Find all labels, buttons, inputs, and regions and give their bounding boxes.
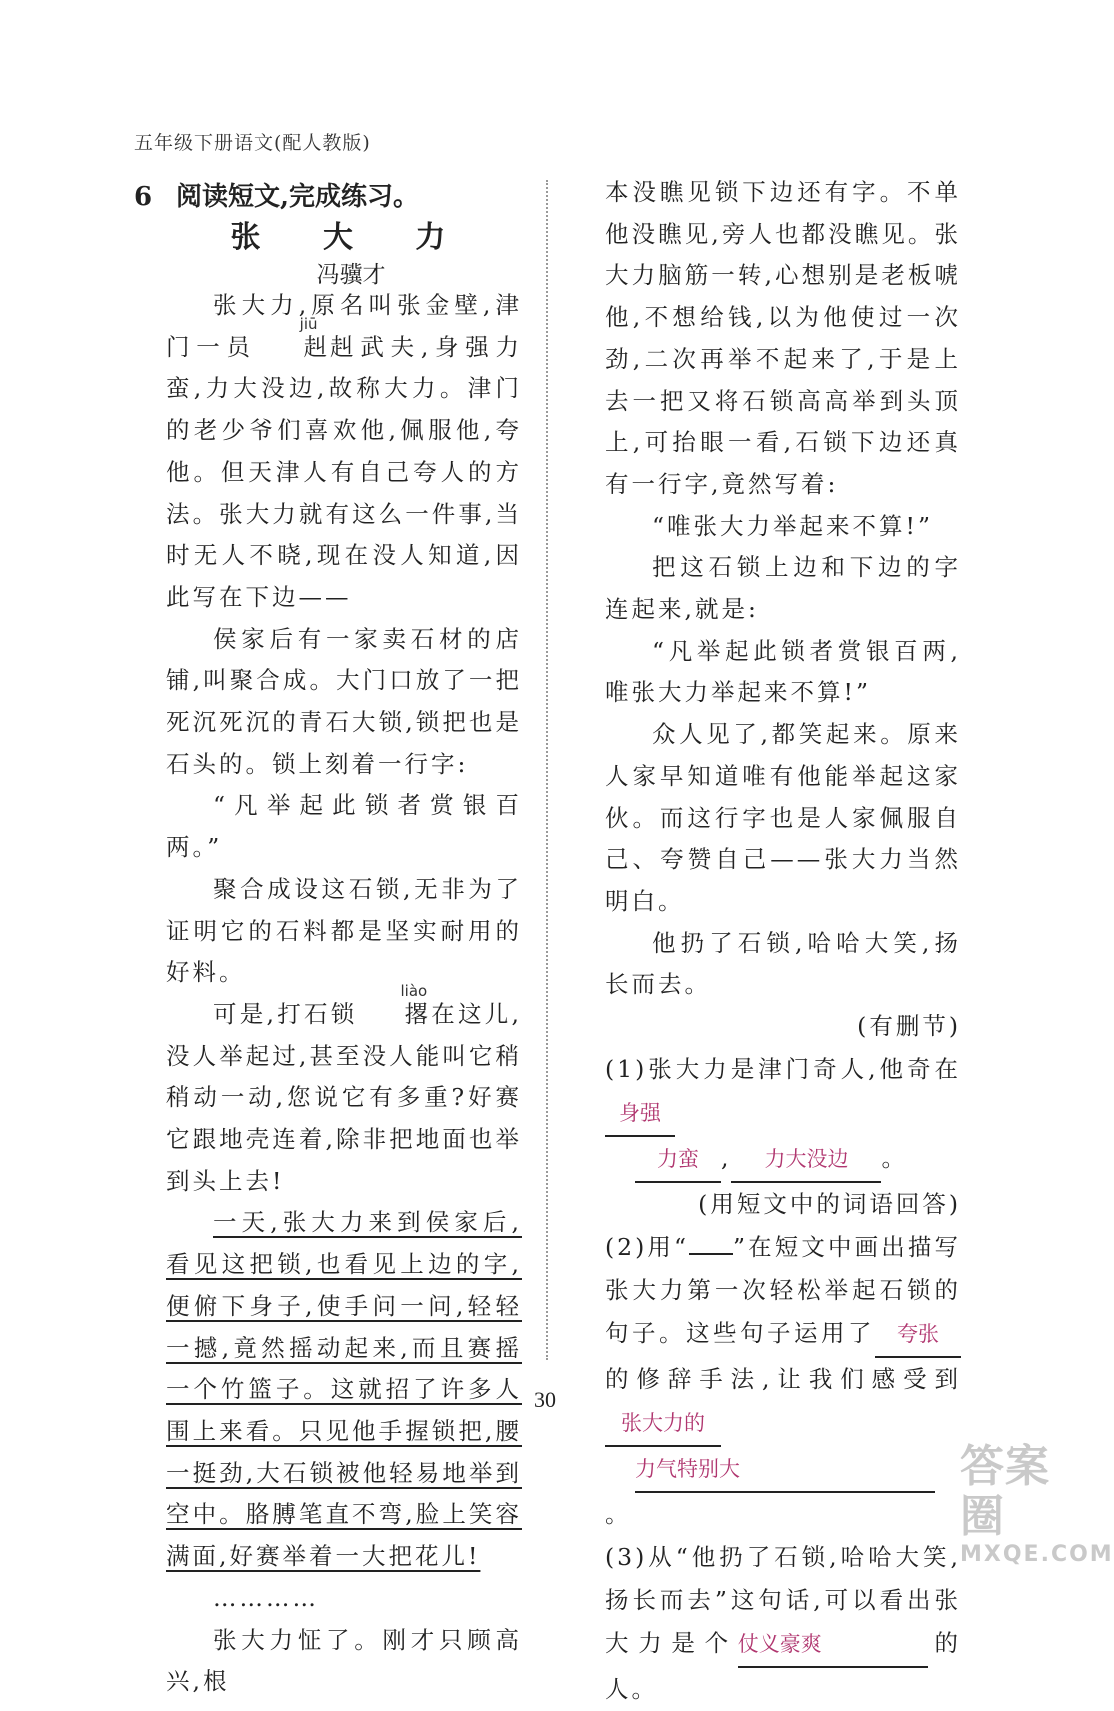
paragraph: 张大力怔了。刚才只顾高兴,根 bbox=[166, 1625, 522, 1696]
source-note: (有删节) bbox=[857, 1012, 961, 1041]
ellipsis: ………… bbox=[213, 1583, 319, 1612]
paragraph: 把这石锁上边和下边的字连起来,就是: bbox=[605, 553, 961, 624]
right-column bbox=[605, 172, 961, 1711]
paragraph: “凡举起此锁者赏银百两,唯张大力举起来不算!” bbox=[605, 636, 961, 707]
paragraph: 众人见了,都笑起来。原来人家早知道唯有他能举起这家伙。而这行字也是人家佩服自己、夸赞自己——张大力当然明白。 bbox=[605, 720, 961, 915]
paragraph: “凡举起此锁者赏银百两。” bbox=[166, 791, 522, 862]
paragraph: 张大力,原名叫张金壁,津门一员 jiū 赳赳武夫,身强力蛮,力大没边,故称大力。津门的老少爷们喜欢他,佩服他,夸他。但天津人有自己夸人的方法。张大力就有这么一件事,当时无人不晓,现在没人知道,因此写在下边—— bbox=[166, 291, 522, 611]
article-title: 张 大 力 bbox=[230, 220, 472, 255]
answer-blank[interactable]: 夸张 bbox=[875, 1312, 961, 1358]
answer-blank[interactable]: 力气特别大 bbox=[635, 1447, 935, 1493]
answer-blank[interactable]: 张大力的 bbox=[605, 1401, 721, 1447]
answer-instruction: (用短文中的词语回答) bbox=[698, 1189, 961, 1218]
question-3: (3)从“他扔了石锁,哈哈大笑,扬长而去”这句话,可以看出张大力是个仗义豪爽 的人。 bbox=[605, 1542, 962, 1703]
answer-blank[interactable]: 身强 bbox=[605, 1091, 675, 1137]
watermark-logo bbox=[960, 1441, 1114, 1567]
ruby-word: jiū 赳赳 bbox=[257, 327, 357, 369]
book-header: 五年级下册语文(配人教版) bbox=[134, 132, 371, 154]
answer-blank[interactable]: 力蛮 bbox=[635, 1137, 721, 1183]
question-2: (2)用“ ”在短文中画出描写张大力第一次轻松举起石锁的句子。这些句子运用了 夸张的修辞手法,让我们感受到张大力的 力气特别大。 bbox=[605, 1232, 961, 1528]
pinyin: jiū bbox=[299, 314, 318, 333]
paragraph: “唯张大力举起来不算!” bbox=[652, 511, 933, 540]
paragraph: 他扔了石锁,哈哈大笑,扬长而去。 bbox=[605, 928, 961, 999]
paragraph: 可是,打石锁 liào 撂在这儿,没人举起过,甚至没人能叫它稍稍动一动,您说它有多重?好赛它跟地壳连着,除非把地面也举到头上去! bbox=[166, 994, 522, 1203]
ruby-word: liào 撂 bbox=[358, 994, 432, 1036]
paragraph: 聚合成设这石锁,无非为了证明它的石料都是坚实耐用的好料。 bbox=[166, 874, 522, 987]
pinyin: liào bbox=[400, 981, 428, 1000]
left-column bbox=[166, 285, 522, 1703]
underlined-paragraph: 一天,张大力来到侯家后,看见这把锁,也看见上边的字,便俯下身子,使手问一问,轻轻一撼,竟然摇动起来,而且赛摇一个竹篮子。这就招了许多人围上来看。只见他手握锁把,腰一挺劲,大石锁被他轻易地举到空中。胳膊笔直不弯,脸上笑容满面,好赛举着一大把花儿! bbox=[166, 1208, 522, 1571]
paragraph: 侯家后有一家卖石材的店铺,叫聚合成。大门口放了一把死沉死沉的青石大锁,锁把也是石头的。锁上刻着一行字: bbox=[166, 624, 522, 778]
answer-blank[interactable]: 力大没边 bbox=[731, 1137, 881, 1183]
underline-symbol bbox=[689, 1253, 733, 1255]
page-number: 30 bbox=[534, 1387, 556, 1412]
watermark-url: MXQE.COM bbox=[960, 1542, 1114, 1567]
question-heading bbox=[134, 176, 419, 213]
watermark-text: 答案圈 bbox=[960, 1441, 1050, 1542]
article-author: 冯骥才 bbox=[316, 262, 386, 288]
paragraph: 本没瞧见锁下边还有字。不单他没瞧见,旁人也都没瞧见。张大力脑筋一转,心想别是老板唬他,不想给钱,以为他使过一次劲,二次再举不起来了,于是上去一把又将石锁高高举到头顶上,可抬眼一看,石锁下边还真有一行字,竟然写着: bbox=[605, 178, 961, 498]
question-instruction: 阅读短文,完成练习。 bbox=[176, 182, 420, 212]
answer-blank[interactable]: 仗义豪爽 bbox=[738, 1622, 928, 1668]
question-1: (1)张大力是津门奇人,他奇在身强 力蛮 , 力大没边 。 (用短文中的词语回答) bbox=[605, 1048, 961, 1226]
column-divider bbox=[546, 180, 548, 1360]
question-number: 6 bbox=[134, 182, 153, 212]
